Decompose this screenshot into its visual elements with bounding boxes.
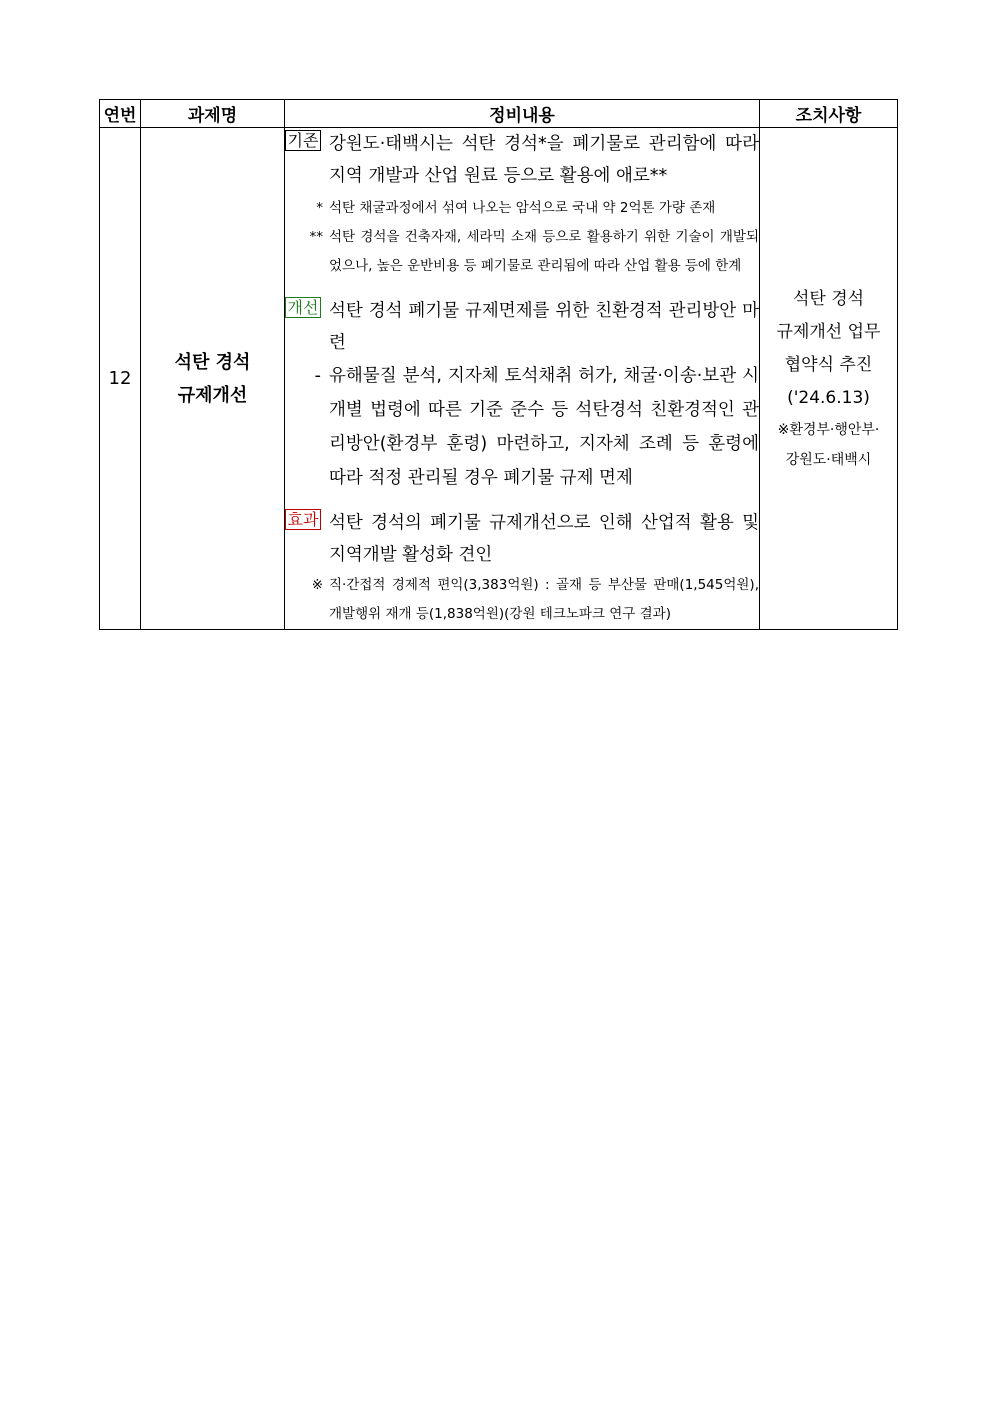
note-text: 석탄 채굴과정에서 섞여 나오는 암석으로 국내 약 2억톤 가량 존재 [329,200,716,216]
effect-block [285,507,759,571]
action-line2: 규제개선 업무 [776,321,881,342]
action-line3: 협약식 추진 [784,354,873,375]
row-number: 12 [100,128,141,630]
task-title [141,128,285,630]
action-cell [760,128,898,630]
note-mark: ** [309,229,323,245]
note-text: 석탄 경석을 건축자재, 세라믹 소재 등으로 활용하기 위한 기술이 개발되었으나, 높은 운반비용 등 폐기물로 관리됨에 따라 산업 활용 등에 한계 [329,229,759,274]
task-title-line1: 석탄 경석 [174,351,251,373]
header-action: 조치사항 [760,100,898,128]
table-row [100,128,898,630]
note-mark: * [316,200,323,216]
note-text: 직·간접적 경제적 편익(3,383억원) : 골재 등 부산물 판매(1,545억원), 개발행위 재개 등(1,838억원)(강원 테크노파크 연구 결과) [329,577,759,622]
header-row [100,100,898,128]
header-no: 연번 [100,100,141,128]
improvement-text: 석탄 경석 폐기물 규제면제를 위한 친환경적 관리방안 마련 [329,301,759,353]
dash-mark: - [314,366,321,386]
action-line1: 석탄 경석 [792,288,865,309]
existing-text: 강원도·태백시는 석탄 경석*을 폐기물로 관리함에 따라 지역 개발과 산업 원료 등으로 활용에 애로** [329,134,759,186]
improvement-detail [285,359,759,495]
task-title-line2: 규제개선 [177,384,248,406]
existing-note-1 [285,194,759,223]
dash-text: 유해물질 분석, 지자체 토석채취 허가, 채굴·이송·보관 시 개별 법령에 따른 기준 준수 등 석탄경석 친환경적인 관리방안(환경부 훈령) 마련하고, 지자체 조례 등 훈령에 따라 적정 관리될 경우 폐기물 규제 면제 [329,366,759,488]
note-mark: ※ [311,577,323,593]
effect-text: 석탄 경석의 폐기물 규제개선으로 인해 산업적 활용 및 지역개발 활성화 견인 [329,513,759,565]
existing-note-2 [285,223,759,281]
improvement-block [285,295,759,359]
effect-note [285,571,759,629]
existing-tag: 기존 [285,130,321,151]
action-sub2: 강원도·태백시 [785,451,872,468]
regulation-table [99,99,898,630]
existing-block [285,128,759,192]
header-content: 정비내용 [285,100,760,128]
effect-tag: 효과 [285,509,321,530]
action-date: ('24.6.13) [787,387,870,408]
header-title: 과제명 [141,100,285,128]
improvement-tag: 개선 [285,297,321,318]
content-cell [285,128,760,630]
action-sub1: ※환경부·행안부· [777,421,880,438]
